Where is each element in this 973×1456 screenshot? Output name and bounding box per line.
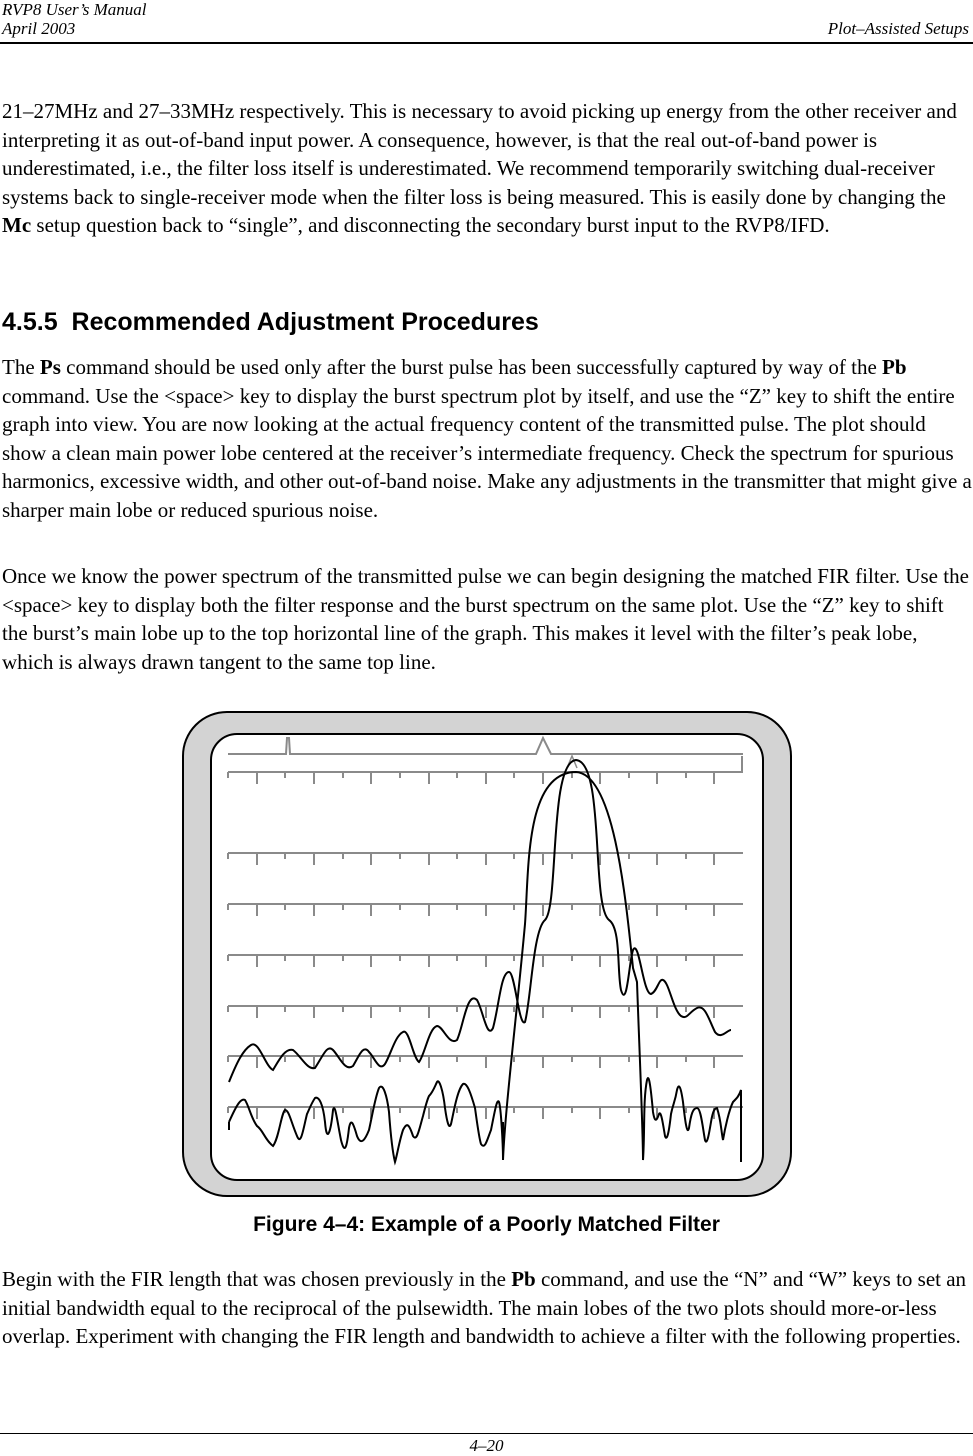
command-pb: Pb (511, 1267, 536, 1291)
paragraph-dual-receiver (2, 97, 972, 240)
paragraph-text: The (2, 355, 40, 379)
running-header-chapter: Plot–Assisted Setups (827, 19, 969, 38)
footer-rule (0, 1433, 973, 1434)
figure-caption: Figure 4–4: Example of a Poorly Matched Filter (253, 1213, 720, 1236)
section-heading (2, 305, 539, 339)
running-header-date: April 2003 (2, 19, 76, 38)
paragraph-text: setup question back to “single”, and disconnecting the secondary burst input to the RVP8/IFD. (31, 213, 830, 237)
running-header-manual-title: RVP8 User’s Manual (2, 0, 147, 19)
filter-spectrum-plot (181, 710, 793, 1198)
command-pb: Pb (882, 355, 907, 379)
paragraph-text: command should be used only after the burst pulse has been successfully captured by way of the (60, 355, 883, 379)
section-number: 4.5.5 (2, 308, 58, 336)
header-rule (0, 42, 973, 44)
command-ps: Ps (39, 355, 61, 379)
paragraph-text: 21–27MHz and 27–33MHz respectively. This is necessary to avoid picking up energy from the other receiver and interpreting it as out-of-band input power. A consequence, however, is that the real out-of-band power is underestimated, i.e., the filter loss itself is underestimated. We recommend temporarily switching dual-receiver systems back to single-receiver mode when the filter loss is being measured. This is easily done by changing the (2, 99, 957, 209)
paragraph-text: command, and use the “N” and “W” keys to set an initial bandwidth equal to the reciprocal of the pulsewidth. The main lobes of the two plots should more-or-less overlap. Experiment with changing the FIR length and bandwidth to achieve a filter with the following properties. (2, 1267, 967, 1348)
page-number: 4–20 (469, 1436, 504, 1455)
section-title: Recommended Adjustment Procedures (71, 308, 539, 336)
paragraph-text: Once we know the power spectrum of the transmitted pulse we can begin designing the matched FIR filter. Use the <space> key to display both the filter response and the burst spectrum on the same plot. Use the “Z” key to shift the burst’s main lobe up to the top horizontal line of the graph. This makes it level with the filter’s peak lobe, which is always drawn tangent to the same top line. (2, 564, 969, 674)
command-mc: Mc (2, 213, 32, 237)
paragraph-text: Begin with the FIR length that was chosen previously in the (2, 1267, 512, 1291)
paragraph-ps-command (2, 353, 972, 524)
paragraph-text: command. Use the <space> key to display the burst spectrum plot by itself, and use the “Z” key to shift the entire graph into view. You are now looking at the actual frequency content of the transmitted pulse. The plot should show a clean main power lobe centered at the receiver’s intermediate frequency. Check the spectrum for spurious harmonics, excessive width, and other out-of-band noise. Make any adjustments in the transmitter that might give a sharper main lobe or reduced spurious noise. (2, 383, 972, 522)
paragraph-matched-fir (2, 562, 972, 676)
paragraph-fir-length (2, 1265, 972, 1351)
